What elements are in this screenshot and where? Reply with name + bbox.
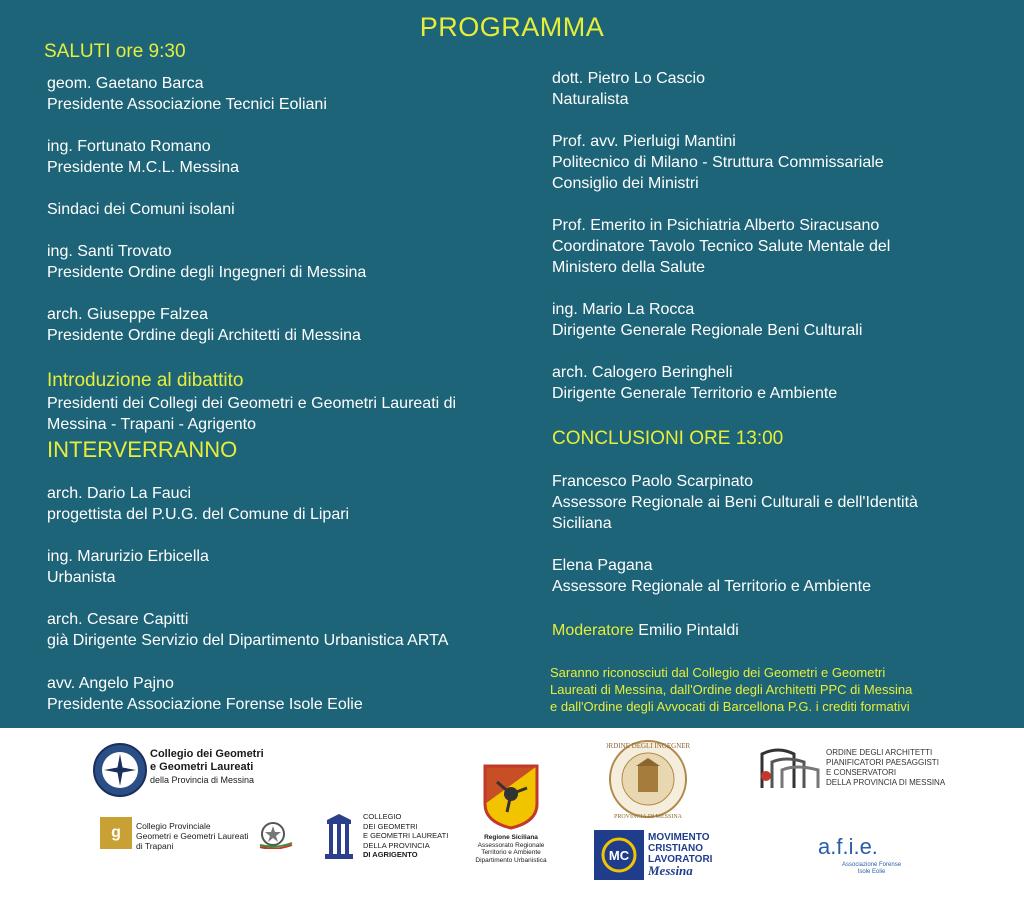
speaker-entry — [47, 483, 349, 525]
conclusioni-heading: CONCLUSIONI ORE 13:00 — [552, 428, 784, 449]
logo-text: di Trapani — [136, 841, 174, 851]
conclusioni-entry — [552, 471, 918, 534]
speaker-entry — [552, 215, 890, 278]
republic-emblem-icon — [258, 819, 294, 849]
entry-name: Francesco Paolo Scarpinato — [552, 473, 753, 490]
entry-role: Presidente Ordine degli Ingegneri di Messina — [47, 264, 367, 281]
seal-bottom-text: PROVINCIA DI MESSINA — [613, 814, 683, 820]
geometri-trapani-mark-icon: g — [100, 817, 132, 849]
entry-name: ing. Santi Trovato — [47, 243, 172, 260]
entry-name: arch. Calogero Beringheli — [552, 364, 733, 381]
entry-name: ing. Mario La Rocca — [552, 301, 695, 318]
logo-text: della Provincia di Messina — [150, 775, 255, 785]
speaker-entry — [552, 131, 884, 194]
introduzione-line: Messina - Trapani - Agrigento — [47, 416, 256, 433]
entry-name: avv. Angelo Pajno — [47, 675, 174, 692]
entry-role: Consiglio dei Ministri — [552, 175, 699, 192]
entry-role: progettista del P.U.G. del Comune di Lipari — [47, 506, 350, 523]
afie-logo — [818, 834, 918, 880]
logo-text: DELLA PROVINCIA — [363, 840, 430, 850]
entry-name: Elena Pagana — [552, 557, 653, 574]
mcl-emblem-icon — [594, 830, 644, 880]
logo-text: PIANIFICATORI PAESAGGISTI — [826, 758, 939, 767]
crediti-line: Laureati di Messina, dall'Ordine degli Architetti PPC di Messina — [550, 682, 913, 697]
introduzione-text — [47, 393, 456, 435]
logo-text: Associazione Forense — [842, 862, 902, 868]
entry-role: Ministero della Salute — [552, 259, 705, 276]
logo-text: DELLA PROVINCIA DI MESSINA — [826, 778, 946, 787]
geometri-agrigento-logo — [323, 810, 453, 866]
saluti-entry — [47, 304, 361, 346]
entry-name: ing. Marurizio Erbicella — [47, 548, 209, 565]
entry-role: Siciliana — [552, 515, 612, 532]
crediti-line: Saranno riconosciuti dal Collegio dei Geometri e Geometri — [550, 665, 886, 680]
entry-role: Naturalista — [552, 91, 629, 108]
sponsor-logos — [0, 728, 1024, 904]
entry-name: geom. Gaetano Barca — [47, 75, 204, 92]
ordine-ingegneri-logo — [606, 736, 690, 822]
entry-role: già Dirigente Servizio del Dipartimento Urbanistica ARTA — [47, 632, 449, 649]
conclusioni-entry — [552, 555, 871, 597]
logo-text: DEI GEOMETRI — [363, 821, 418, 831]
logo-text: Isole Eolie — [857, 869, 886, 875]
entry-role: Presidente Associazione Forense Isole Eolie — [47, 696, 363, 713]
logo-text: CRISTIANO — [648, 843, 703, 854]
logo-text: ORDINE DEGLI ARCHITETTI — [826, 748, 933, 757]
entry-name: Sindaci dei Comuni isolani — [47, 201, 235, 218]
logo-text: e Geometri Laureati — [150, 761, 254, 773]
interverranno-heading: INTERVERRANNO — [47, 437, 238, 462]
entry-role: Politecnico di Milano - Struttura Commissariale — [552, 154, 884, 171]
entry-role: Coordinatore Tavolo Tecnico Salute Mentale del — [552, 238, 891, 255]
logo-text: Collegio Provinciale — [136, 821, 211, 831]
logo-text: Collegio dei Geometri — [150, 748, 264, 760]
logo-text: E GEOMETRI LAUREATI — [363, 831, 449, 840]
logo-text: Territorio e Ambiente — [481, 849, 541, 856]
regione-siciliana-logo — [466, 764, 556, 868]
speaker-entry — [552, 362, 837, 404]
crediti-note — [550, 664, 912, 715]
entry-role: Urbanista — [47, 569, 116, 586]
page-title: PROGRAMMA — [419, 12, 605, 42]
afie-name: a.f.i.e. — [818, 834, 878, 859]
logo-text: Assessorato Regionale — [477, 841, 545, 849]
logo-text: E CONSERVATORI — [826, 768, 897, 777]
logo-text: COLLEGIO — [363, 812, 402, 821]
svg-text:MC: MC — [608, 848, 630, 863]
speaker-entry — [552, 68, 705, 110]
entry-name: Prof. Emerito in Psichiatria Alberto Siracusano — [552, 217, 880, 234]
saluti-entry — [47, 136, 239, 178]
entry-role: Presidente Ordine degli Architetti di Messina — [47, 327, 361, 344]
compass-emblem-icon — [92, 742, 148, 798]
logo-text: DI AGRIGENTO — [363, 850, 418, 859]
geometri-messina-logo — [92, 742, 272, 802]
speaker-entry — [47, 673, 363, 715]
entry-role: Assessore Regionale ai Beni Culturali e dell'Identità — [552, 494, 918, 511]
entry-name: arch. Cesare Capitti — [47, 611, 189, 628]
logo-text: Regione Siciliana — [484, 834, 538, 841]
entry-name: arch. Giuseppe Falzea — [47, 306, 208, 323]
geometri-trapani-logo — [100, 815, 296, 855]
speaker-entry — [47, 546, 209, 588]
entry-role: Presidente Associazione Tecnici Eoliani — [47, 96, 327, 113]
logo-text: Messina — [648, 863, 693, 878]
entry-name: Prof. avv. Pierluigi Mantini — [552, 133, 736, 150]
entry-name: dott. Pietro Lo Cascio — [552, 70, 705, 87]
saluti-entry — [47, 73, 327, 115]
ordine-architetti-logo — [758, 742, 968, 798]
logo-text: MOVIMENTO — [648, 832, 710, 843]
saluti-heading: SALUTI ore 9:30 — [44, 41, 186, 62]
moderatore-name: Emilio Pintaldi — [638, 622, 739, 639]
speaker-entry — [552, 299, 862, 341]
ingegneri-seal-icon — [606, 736, 690, 822]
introduzione-line: Presidenti dei Collegi dei Geometri e Geometri Laureati di — [47, 395, 457, 412]
logo-text: Geometri e Geometri Laureati — [136, 831, 249, 841]
moderatore — [552, 620, 739, 641]
seal-top-text: ORDINE DEGLI INGEGNERI — [606, 742, 690, 750]
logo-text: LAVORATORI — [648, 854, 713, 865]
saluti-entry — [47, 199, 235, 220]
introduzione-heading: Introduzione al dibattito — [47, 370, 244, 391]
entry-role: Dirigente Generale Regionale Beni Culturali — [552, 322, 863, 339]
trinacria-shield-icon — [483, 764, 539, 830]
entry-role: Dirigente Generale Territorio e Ambiente — [552, 385, 838, 402]
entry-role: Presidente M.C.L. Messina — [47, 159, 240, 176]
architetti-mark-icon — [758, 744, 822, 792]
entry-name: ing. Fortunato Romano — [47, 138, 211, 155]
entry-name: arch. Dario La Fauci — [47, 485, 192, 502]
entry-role: Assessore Regionale al Territorio e Ambiente — [552, 578, 871, 595]
logo-text: Dipartimento Urbanistica — [475, 856, 547, 864]
temple-icon — [323, 812, 355, 862]
crediti-line: e dall'Ordine degli Avvocati di Barcellona P.G. i crediti formativi — [550, 699, 910, 714]
moderatore-label: Moderatore — [552, 622, 634, 639]
saluti-entry — [47, 241, 366, 283]
speaker-entry — [47, 609, 448, 651]
mcl-logo — [594, 830, 724, 884]
